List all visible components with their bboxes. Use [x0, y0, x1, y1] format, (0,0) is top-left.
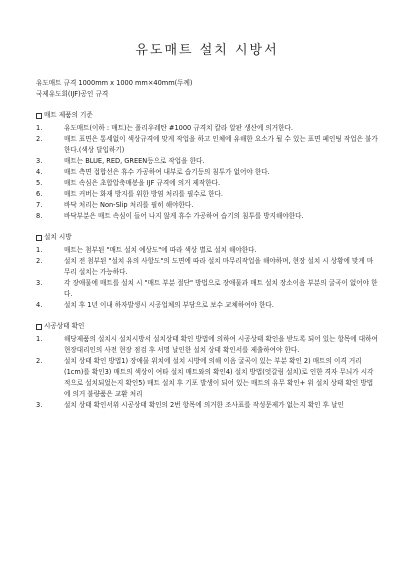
item-number: 2.: [36, 257, 43, 265]
item-text: 설치 전 첨부된 "설치 유의 사항도"의 도면에 따라 설치 마무리작업을 해야하며, 현장 설치 시 상황에 맞게 마무리 설치는 가능하다.: [64, 257, 374, 276]
certification-note: 국제유도회(IJF)공인 규격: [36, 90, 109, 98]
item-number: 4.: [36, 168, 43, 176]
item-number: 8.: [36, 212, 43, 220]
item-list: [36, 334, 378, 411]
item-number: 6.: [36, 190, 43, 198]
list-item: [36, 200, 378, 211]
list-item: [36, 156, 378, 167]
section-construction-check: [36, 321, 378, 411]
item-list: [36, 123, 378, 222]
item-text: 매트 측면 접합선은 휴수 가공하여 내부로 습기등의 침투가 없어야 한다.: [64, 168, 270, 176]
list-item: [36, 167, 378, 178]
item-text: 매트는 첨부된 "매트 설치 예상도"에 따라 색상 별로 설치 해야한다.: [64, 246, 257, 254]
section-heading-text: 설치 시방: [44, 233, 72, 241]
list-item: [36, 189, 378, 200]
item-number: 2.: [36, 357, 43, 365]
list-item: [36, 334, 378, 356]
section-product-standard: [36, 110, 378, 222]
item-number: 4.: [36, 301, 43, 309]
item-text: 매트 커버는 화재 방지를 위한 방염 처리를 필수로 한다.: [64, 190, 223, 198]
section-heading: [36, 232, 378, 243]
item-number: 7.: [36, 201, 43, 209]
checkbox-icon: [36, 324, 42, 330]
section-heading-text: 매트 제품의 기준: [44, 111, 93, 119]
section-installation-spec: [36, 232, 378, 311]
item-text: 각 장애물에 매트를 설치 시 "매트 부분 절단" 방법으로 장애물과 매트 설치 장소이음 부분의 굴곡이 없어야 한다.: [64, 279, 378, 298]
section-heading: [36, 321, 378, 332]
item-number: 3.: [36, 401, 43, 409]
checkbox-icon: [36, 113, 42, 119]
mat-spec: 유도매트 규격 1000mm x 1000 mm×40mm(두께): [36, 79, 193, 87]
list-item: [36, 300, 378, 311]
item-number: 3.: [36, 157, 43, 165]
list-item: [36, 211, 378, 222]
item-text: 설치 상태 확인서위 시공상태 확인의 2번 항목에 의거한 조사표를 작성문제가 없는지 확인 후 날인: [64, 401, 344, 409]
list-item: [36, 356, 378, 400]
item-text: 바닥부분은 매트 속심이 들어 나지 않게 휴수 가공하여 습기의 침투를 방지해야한다.: [64, 212, 304, 220]
item-text: 해당제품의 설치시 설치시방서 설치상태 확인 방법에 의하여 시공상태 확인을 받도록 되어 있는 항목에 대하여 현장대리인의 사전 현장 점검 후 서명 날인한 설치 상태 확인서를 제출하여야 한다.: [64, 335, 378, 354]
list-item: [36, 123, 378, 134]
item-number: 1.: [36, 124, 43, 132]
item-text: 매트는 BLUE, RED, GREEN등으로 작업을 한다.: [64, 157, 205, 165]
item-text: 매트 속심은 초합압축매봉을 IJF 규격에 의거 제작한다.: [64, 179, 221, 187]
list-item: [36, 178, 378, 189]
item-number: 5.: [36, 179, 43, 187]
item-list: [36, 245, 378, 311]
document-title: 유도매트 설치 시방서: [135, 43, 279, 58]
item-number: 1.: [36, 246, 43, 254]
list-item: [36, 134, 378, 156]
section-heading-text: 시공상태 확인: [44, 322, 85, 330]
item-text: 설치 후 1년 이내 하자발생시 시공업체의 부담으로 보수 교체하여야 한다.: [64, 301, 274, 309]
item-text: 유도매트(이하 : 매트)는 폴리우레탄 #1000 규격치 칼라 알판 생산에 의거한다.: [64, 124, 293, 132]
list-item: [36, 245, 378, 256]
item-text: 설치 상태 확인 방법1) 장애물 위치에 설치 시방에 의해 이음 굴곡이 있는 부분 확인 2) 매트의 이격 거리 (1cm)를 확인3) 매트의 색상이 여타 설치 매트와의 확인4) 설치 방법(엇갈림 설치)로 인한 격자 무늬가 시각적으로 설치되었는지 확인5) 매트 설치 후 기포 발생이 되어 있는 매트의 유무 확인+ 위 설치 상태 확인 방법에 의거 불량품은 교환 처리: [64, 357, 374, 398]
list-item: [36, 256, 378, 278]
section-heading: [36, 110, 378, 121]
item-number: 3.: [36, 279, 43, 287]
item-text: 매트 표면은 통세없이 색상규격에 맞게 작업을 하고 인체에 유해한 요소가 될 수 있는 표면 페인팅 작업은 불가한다.(색상 달입하기): [64, 135, 378, 154]
list-item: [36, 278, 378, 300]
item-text: 바닥 처리는 Non-Slip 처리를 필히 해야한다.: [64, 201, 194, 209]
item-number: 2.: [36, 135, 43, 143]
checkbox-icon: [36, 235, 42, 241]
item-number: 1.: [36, 335, 43, 343]
list-item: [36, 400, 378, 411]
